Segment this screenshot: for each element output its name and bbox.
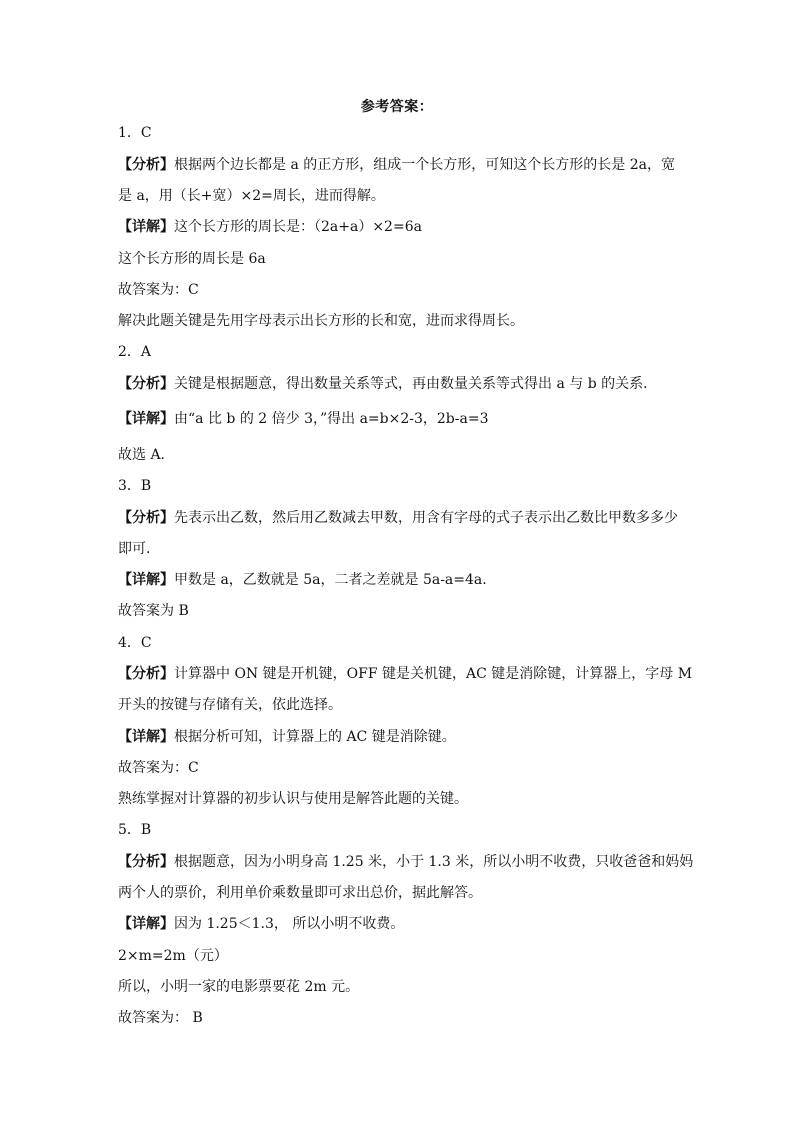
page-title: 参考答案： xyxy=(360,99,434,115)
detail-text: 根据分析可知，计算器上的 AC 键是消除键。 xyxy=(174,729,456,745)
q2-analysis-line-1 xyxy=(118,374,688,394)
detail-text: 由“a 比 b 的 2 倍少 3，”得出 a=b×2-3，2b-a=3 xyxy=(174,411,489,427)
detail-text: 甲数是 a，乙数就是 5a，二者之差就是 5a-a=4a. xyxy=(174,572,487,588)
q1-detail-line-1 xyxy=(118,217,688,237)
q2-detail-line-1 xyxy=(118,409,688,429)
q4-note: 熟练掌握对计算器的初步认识与使用是解答此题的关键。 xyxy=(118,791,468,807)
analysis-text: 先表示出乙数，然后用乙数减去甲数，用含有字母的式子表示出乙数比甲数多多少 xyxy=(174,510,678,526)
detail-tag: 【详解】 xyxy=(118,916,174,932)
detail-text: 这个长方形的周长是：（2a+a）×2=6a xyxy=(174,219,422,235)
analysis-text: 计算器中 ON 键是开机键，OFF 键是关机键，AC 键是消除键，计算器上，字母 M xyxy=(174,666,693,682)
detail-text: 因为 1.25＜1.3， 所以小明不收费。 xyxy=(174,916,405,932)
detail-tag: 【详解】 xyxy=(118,729,174,745)
q4-answer: 故答案为：C xyxy=(118,760,199,776)
analysis-tag: 【分析】 xyxy=(118,157,174,173)
analysis-tag: 【分析】 xyxy=(118,854,174,870)
q5-detail-line-3: 所以，小明一家的电影票要花 2m 元。 xyxy=(118,979,360,995)
q5-analysis-line-2: 两个人的票价，利用单价乘数量即可求出总价，据此解答。 xyxy=(118,885,482,901)
q2-number: 2．A xyxy=(118,344,152,360)
q3-answer: 故答案为 B xyxy=(118,603,189,619)
detail-tag: 【详解】 xyxy=(118,411,174,427)
q3-detail-line-1 xyxy=(118,570,688,590)
analysis-tag: 【分析】 xyxy=(118,376,174,392)
analysis-tag: 【分析】 xyxy=(118,510,174,526)
q2-answer: 故选 A． xyxy=(118,447,175,463)
q1-answer: 故答案为：C xyxy=(118,282,199,298)
q3-analysis-line-1 xyxy=(118,508,688,528)
q1-number: 1．C xyxy=(118,125,152,141)
analysis-text: 根据题意，因为小明身高 1.25 米，小于 1.3 米，所以小明不收费，只收爸爸和妈妈 xyxy=(174,854,694,870)
analysis-text: 根据两个边长都是 a 的正方形，组成一个长方形，可知这个长方形的长是 2a，宽 xyxy=(174,157,675,173)
q3-analysis-line-2: 即可. xyxy=(118,541,151,557)
detail-tag: 【详解】 xyxy=(118,219,174,235)
analysis-text: 关键是根据题意，得出数量关系等式，再由数量关系等式得出 a 与 b 的关系． xyxy=(174,376,658,392)
q5-answer: 故答案为： B xyxy=(118,1010,203,1026)
q5-detail-line-1 xyxy=(118,914,688,934)
q5-detail-line-2: 2×m=2m（元） xyxy=(118,948,228,964)
q4-detail-line-1 xyxy=(118,727,688,747)
q1-detail-line-2: 这个长方形的周长是 6a xyxy=(118,251,266,267)
q5-analysis-line-1 xyxy=(118,852,694,872)
q1-analysis-line-2: 是 a，用（长+宽）×2=周长，进而得解。 xyxy=(118,188,385,204)
q1-analysis-line-1 xyxy=(118,155,688,175)
q4-analysis-line-2: 开头的按键与存储有关，依此选择。 xyxy=(118,697,342,713)
q4-analysis-line-1 xyxy=(118,664,693,684)
q5-number: 5．B xyxy=(118,822,152,838)
detail-tag: 【详解】 xyxy=(118,572,174,588)
q3-number: 3．B xyxy=(118,478,152,494)
q4-number: 4．C xyxy=(118,635,152,651)
analysis-tag: 【分析】 xyxy=(118,666,174,682)
q1-note: 解决此题关键是先用字母表示出长方形的长和宽，进而求得周长。 xyxy=(118,313,524,329)
